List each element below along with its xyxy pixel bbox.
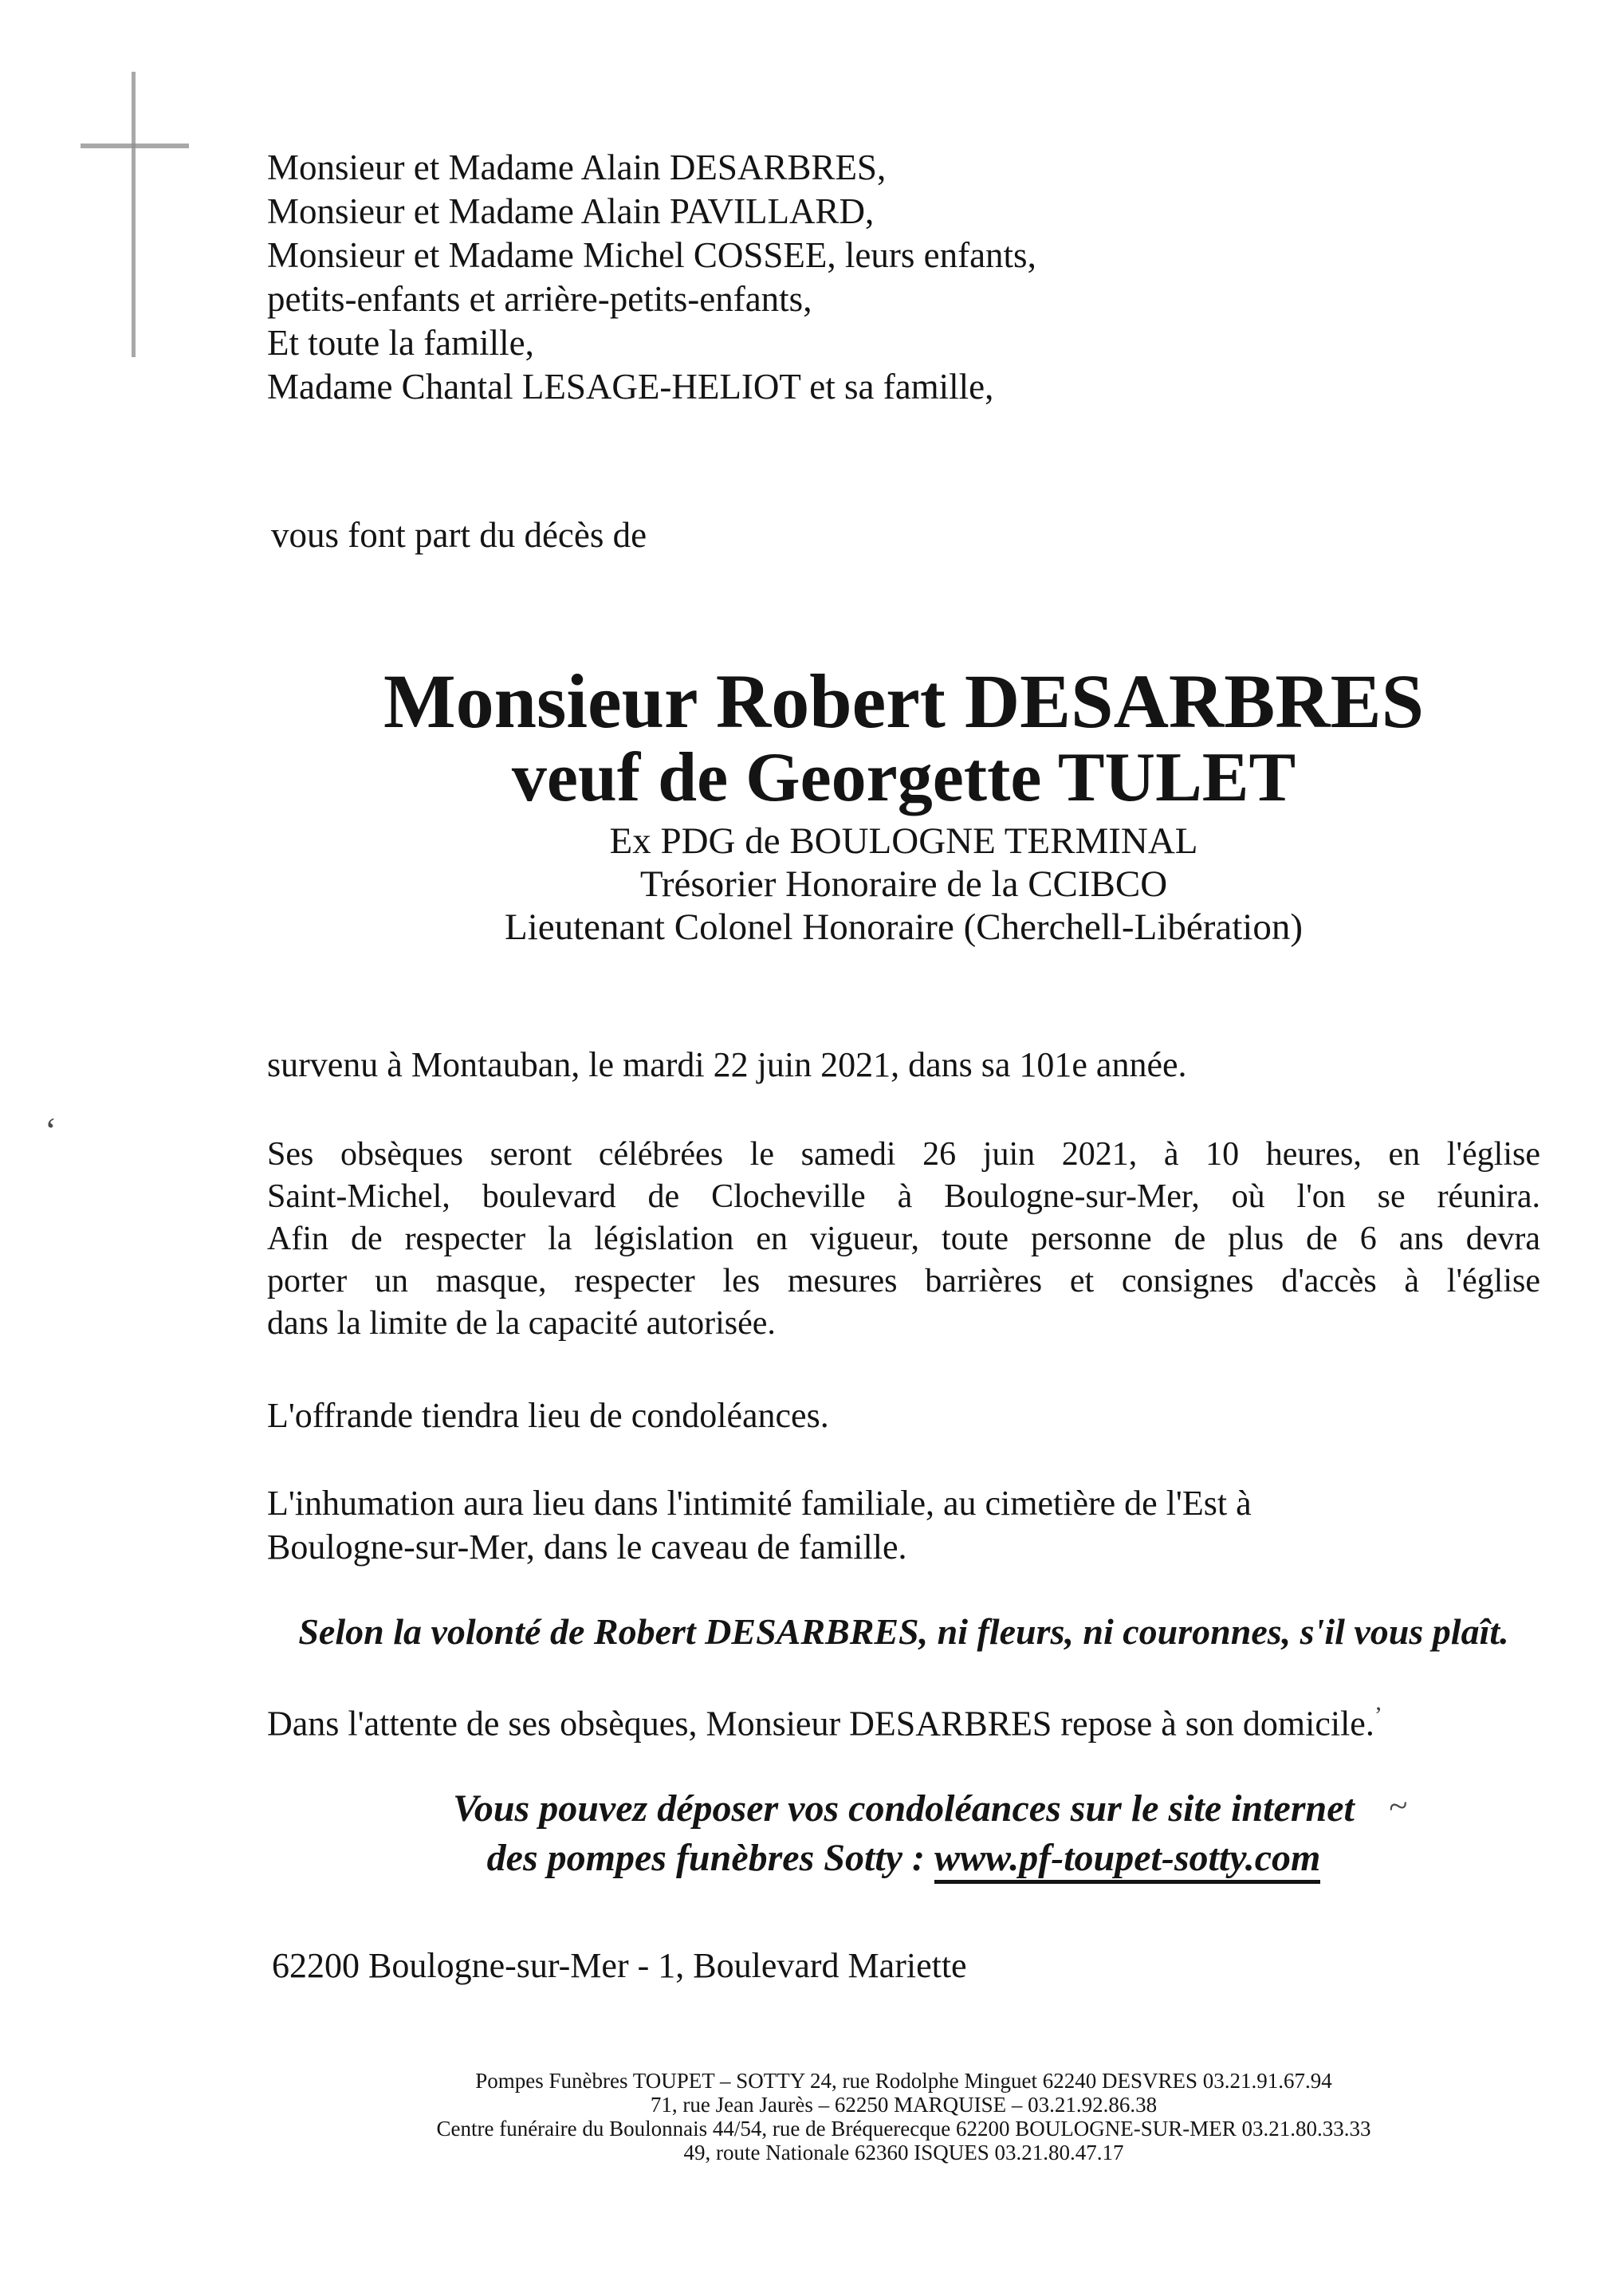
ceremony-line: Ses obsèques seront célébrées le samedi 26 juin 2021, à 10 heures, en l'église	[267, 1136, 1540, 1173]
family-announcers-block	[267, 146, 1540, 409]
burial-line: L'inhumation aura lieu dans l'intimité familiale, au cimetière de l'Est à	[267, 1484, 1252, 1523]
no-flowers-wishes-line: Selon la volonté de Robert DESARBRES, ni fleurs, ni couronnes, s'il vous plaît.	[298, 1611, 1509, 1652]
condolences-prefix: des pompes funèbres Sotty :	[486, 1837, 934, 1879]
death-date-line: survenu à Montauban, le mardi 22 juin 2021, dans sa 101e année.	[267, 1045, 1187, 1084]
deceased-address-line: 62200 Boulogne-sur-Mer - 1, Boulevard Mariette	[272, 1946, 967, 1985]
funeral-home-website-link: www.pf-toupet-sotty.com	[934, 1837, 1320, 1884]
ceremony-line: Saint-Michel, boulevard de Clocheville à Boulogne-sur-Mer, où l'on se réunira.	[267, 1178, 1540, 1215]
scan-artifact: ‘	[45, 1110, 57, 1150]
family-line: petits-enfants et arrière-petits-enfants,	[267, 279, 812, 319]
announcement-intro-line: vous font part du décès de	[271, 515, 647, 555]
honorific-title-line: Lieutenant Colonel Honoraire (Cherchell-Libération)	[505, 906, 1303, 948]
ceremony-line: dans la limite de la capacité autorisée.	[267, 1305, 776, 1342]
condolences-line-1: Vous pouvez déposer vos condoléances sur le site internet	[453, 1787, 1355, 1830]
burial-paragraph	[267, 1481, 1540, 1569]
family-line: Monsieur et Madame Alain DESARBRES,	[267, 147, 887, 187]
ceremony-paragraph	[267, 1134, 1540, 1345]
deceased-name-title: Monsieur Robert DESARBRES	[383, 659, 1424, 744]
funeral-home-footer	[267, 2069, 1540, 2164]
deceased-honorific-titles	[267, 820, 1540, 949]
footer-line: 71, rue Jean Jaurès – 62250 MARQUISE – 03.21.92.86.38	[650, 2093, 1158, 2117]
scan-artifact: ’	[1374, 1702, 1382, 1728]
repose-text: Dans l'attente de ses obsèques, Monsieur DESARBRES repose à son domicile.	[267, 1704, 1374, 1744]
family-line: Madame Chantal LESAGE-HELIOT et sa famille,	[267, 367, 994, 407]
footer-line: 49, route Nationale 62360 ISQUES 03.21.80.47.17	[683, 2141, 1124, 2164]
deceased-widower-subtitle: veuf de Georgette TULET	[511, 739, 1296, 816]
cross-horizontal-bar	[81, 144, 189, 148]
online-condolences-block	[267, 1784, 1540, 1883]
family-line: Monsieur et Madame Michel COSSEE, leurs enfants,	[267, 235, 1036, 275]
family-line: Monsieur et Madame Alain PAVILLARD,	[267, 191, 875, 231]
footer-line: Pompes Funèbres TOUPET – SOTTY 24, rue Rodolphe Minguet 62240 DESVRES 03.21.91.67.94	[475, 2069, 1332, 2093]
scan-artifact: ~	[1386, 1785, 1411, 1827]
honorific-title-line: Ex PDG de BOULOGNE TERMINAL	[609, 820, 1198, 862]
condolences-line-2	[267, 1834, 1540, 1883]
repose-line	[267, 1702, 1540, 1744]
burial-line: Boulogne-sur-Mer, dans le caveau de famille.	[267, 1527, 907, 1567]
ceremony-line: Afin de respecter la législation en vigueur, toute personne de plus de 6 ans devra	[267, 1221, 1540, 1257]
cross-vertical-bar	[132, 72, 136, 357]
honorific-title-line: Trésorier Honoraire de la CCIBCO	[639, 863, 1168, 905]
footer-line: Centre funéraire du Boulonnais 44/54, rue de Bréquerecque 62200 BOULOGNE-SUR-MER 03.21.80.33.33	[436, 2117, 1371, 2141]
ceremony-line: porter un masque, respecter les mesures barrières et consignes d'accès à l'église	[267, 1263, 1540, 1299]
offering-line: L'offrande tiendra lieu de condoléances.	[267, 1396, 829, 1435]
family-line: Et toute la famille,	[267, 323, 534, 363]
